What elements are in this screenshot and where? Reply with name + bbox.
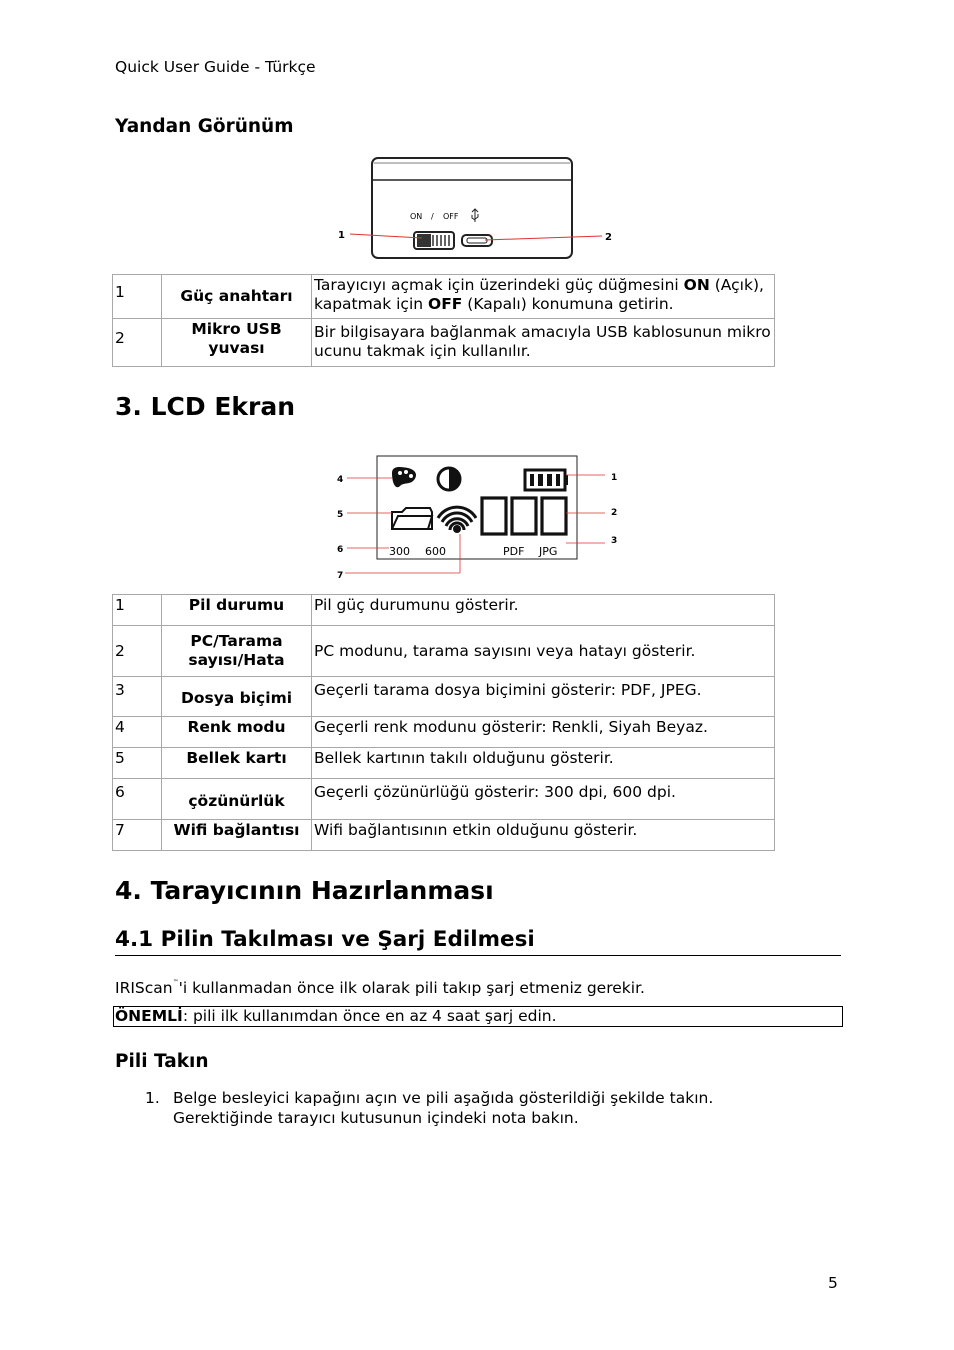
- row-description: Bellek kartının takılı olduğunu gösterir.: [312, 748, 775, 779]
- row-label: Mikro USB yuvası: [162, 319, 312, 367]
- table-row: [113, 595, 775, 626]
- table-row: [113, 717, 775, 748]
- lcd-figure: [330, 452, 630, 582]
- prep-subheading: 4.1 Pilin Takılması ve Şarj Edilmesi: [115, 927, 535, 952]
- row-number: 2: [113, 319, 162, 367]
- row-description: Tarayıcıyı açmak için üzerindeki güç düğmesini ON (Açık), kapatmak için OFF (Kapalı) konumuna getirin.: [312, 275, 775, 319]
- switch-label-on: ON: [410, 212, 423, 221]
- table-row: [113, 748, 775, 779]
- callout-2: 2: [605, 232, 612, 243]
- row-number: 7: [113, 820, 162, 851]
- row-label: Bellek kartı: [162, 748, 312, 779]
- table-row: [113, 779, 775, 820]
- callout-2: 2: [611, 508, 618, 518]
- callout-1: 1: [338, 230, 345, 241]
- row-description: Geçerli renk modunu gösterir: Renkli, Siyah Beyaz.: [312, 717, 775, 748]
- prep-heading: 4. Tarayıcının Hazırlanması: [115, 876, 494, 905]
- callout-3: 3: [611, 536, 618, 546]
- row-label: Renk modu: [162, 717, 312, 748]
- section-rule: [115, 955, 841, 956]
- dpi-600: 600: [425, 545, 446, 558]
- row-description: Pil güç durumunu gösterir.: [312, 595, 775, 626]
- row-number: 5: [113, 748, 162, 779]
- row-number: 1: [113, 275, 162, 319]
- row-description: Bir bilgisayara bağlanmak amacıyla USB kablosunun mikro ucunu takmak için kullanılır.: [312, 319, 775, 367]
- row-label: Wifi bağlantısı: [162, 820, 312, 851]
- dpi-300: 300: [389, 545, 410, 558]
- contrast-icon: [438, 468, 460, 490]
- row-number: 6: [113, 779, 162, 820]
- lcd-heading: 3. LCD Ekran: [115, 392, 296, 421]
- row-label: PC/Tarama sayısı/Hata: [162, 626, 312, 677]
- row-label: Pil durumu: [162, 595, 312, 626]
- row-number: 1: [113, 595, 162, 626]
- row-number: 3: [113, 677, 162, 717]
- lcd-table: [112, 594, 775, 851]
- format-jpg: JPG: [539, 545, 558, 558]
- row-label: çözünürlük: [162, 779, 312, 820]
- callout-5: 5: [337, 510, 344, 520]
- format-pdf: PDF: [503, 545, 525, 558]
- row-description: Geçerli tarama dosya biçimini gösterir: PDF, JPEG.: [312, 677, 775, 717]
- callout-1: 1: [611, 473, 618, 483]
- row-description: Geçerli çözünürlüğü gösterir: 300 dpi, 600 dpi.: [312, 779, 775, 820]
- side-view-heading: Yandan Görünüm: [115, 116, 294, 137]
- micro-usb-port: [462, 235, 492, 246]
- row-description: PC modunu, tarama sayısını veya hatayı gösterir.: [312, 626, 775, 677]
- table-row: [113, 677, 775, 717]
- row-description: Wifi bağlantısının etkin olduğunu gösterir.: [312, 820, 775, 851]
- page-header: Quick User Guide - Türkçe: [115, 58, 316, 76]
- important-note: ÖNEMLİ: pili ilk kullanımdan önce en az 4 saat şarj edin.: [113, 1006, 843, 1027]
- switch-label-sep: /: [431, 212, 434, 221]
- row-number: 4: [113, 717, 162, 748]
- callout-6: 6: [337, 545, 344, 555]
- callout-4: 4: [337, 475, 344, 485]
- row-number: 2: [113, 626, 162, 677]
- side-view-table: [112, 274, 775, 367]
- row-label: Dosya biçimi: [162, 677, 312, 717]
- page-number: 5: [828, 1274, 838, 1292]
- row-label: Güç anahtarı: [162, 275, 312, 319]
- callout-7: 7: [337, 571, 344, 581]
- side-view-figure: [330, 152, 630, 264]
- list-item: Belge besleyici kapağını açın ve pili aşağıda gösterildiği şekilde takın. Gerektiğinde tarayıcı kutusunun içindeki nota bakın.: [173, 1089, 714, 1127]
- step-heading: Pili Takın: [115, 1051, 209, 1072]
- table-row: [113, 820, 775, 851]
- table-row: [113, 319, 775, 367]
- intro-text: IRIScan™'i kullanmadan önce ilk olarak pili takıp şarj etmeniz gerekir.: [115, 979, 645, 997]
- table-row: [113, 275, 775, 319]
- switch-label-off: OFF: [443, 212, 459, 221]
- table-row: [113, 626, 775, 677]
- power-switch: [414, 232, 454, 249]
- battery-icon: [525, 470, 568, 490]
- step-number: 1.: [145, 1089, 160, 1107]
